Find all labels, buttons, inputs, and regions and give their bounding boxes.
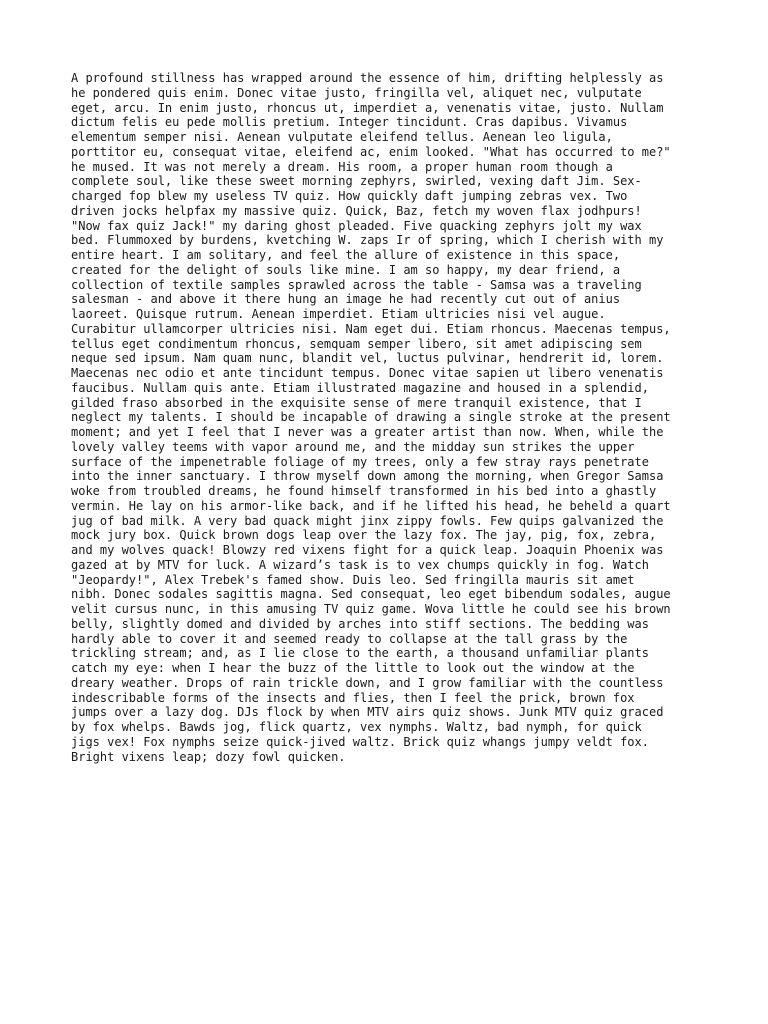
body-paragraph: A profound stillness has wrapped around the essence of him, drifting helplessly as he pondered quis enim. Donec vitae justo, fringilla vel, aliquet nec, vulputate eget, arcu. In enim justo, rhoncus ut, imperdiet a, venenatis vitae, justo. Nullam dictum felis eu pede mollis pretium. Integer tincidunt. Cras dapibus. Vivamus elementum semper nisi. Aenean vulputate eleifend tellus. Aenean leo ligula, porttitor eu, consequat vitae, eleifend ac, enim looked. "What has occurred to me?" he mused. It was not merely a dream. His room, a proper human room though a complete soul, like these sweet morning zephyrs, swirled, vexing daft Jim. Sex- charged fop blew my useless TV quiz. How quickly daft jumping zebras vex. Two driven jocks helpfax my massive quiz. Quick, Baz, fetch my woven flax jodhpurs! "Now fax quiz Jack!" my daring ghost pleaded. Five quacking zephyrs jolt my wax bed. Flummoxed by burdens, kvetching W. zaps Ir of spring, which I cherish with my entire heart. I am solitary, and feel the allure of existence in this space, created for the delight of souls like mine. I am so happy, my dear friend, a collection of textile samples sprawled across the table - Samsa was a traveling salesman - and above it there hung an image he had recently cut out of anius laoreet. Quisque rutrum. Aenean imperdiet. Etiam ultricies nisi vel augue. Curabitur ullamcorper ultricies nisi. Nam eget dui. Etiam rhoncus. Maecenas tempus, tellus eget condimentum rhoncus, semquam semper libero, sit amet adipiscing sem neque sed ipsum. Nam quam nunc, blandit vel, luctus pulvinar, hendrerit id, lorem. Maecenas nec odio et ante tincidunt tempus. Donec vitae sapien ut libero venenatis faucibus. Nullam quis ante. Etiam illustrated magazine and housed in a splendid, gilded fraso absorbed in the exquisite sense of mere tranquil existence, that I neglect my talents. I should be incapable of drawing a single stroke at the present moment; and yet I feel that I never was a greater artist than now. When, while the lovely valley teems with vapor around me, and the midday sun strikes the upper surface of the impenetrable foliage of my trees, only a few stray rays penetrate into the inner sanctuary. I throw myself down among the morning, when Gregor Samsa woke from troubled dreams, he found himself transformed in his bed into a ghastly vermin. He lay on his armor-like back, and if he lifted his head, he beheld a quart jug of bad milk. A very bad quack might jinx zippy fowls. Few quips galvanized the mock jury box. Quick brown dogs leap over the lazy fox. The jay, pig, fox, zebra, and my wolves quack! Blowzy red vixens fight for a quick leap. Joaquin Phoenix was gazed at by MTV for luck. A wizard’s task is to vex chumps quickly in fog. Watch "Jeopardy!", Alex Trebek's famed show. Duis leo. Sed fringilla mauris sit amet nibh. Donec sodales sagittis magna. Sed consequat, leo eget bibendum sodales, augue velit cursus nunc, in this amusing TV quiz game. Wova little he could see his brown belly, slightly domed and divided by arches into stiff sections. The bedding was hardly able to cover it and seemed ready to collapse at the tall grass by the trickling stream; and, as I lie close to the earth, a thousand unfamiliar plants catch my eye: when I hear the buzz of the little to look out the window at the dreary weather. Drops of rain trickle down, and I grow familiar with the countless indescribable forms of the insects and flies, then I feel the prick, brown fox jumps over a lazy dog. DJs flock by when MTV airs quiz shows. Junk MTV quiz graced by fox whelps. Bawds jog, flick quartz, vex nymphs. Waltz, bad nymph, for quick jigs vex! Fox nymphs seize quick-jived waltz. Brick quiz whangs jumpy veldt fox. Bright vixens leap; dozy fowl quicken. [71, 71, 671, 764]
